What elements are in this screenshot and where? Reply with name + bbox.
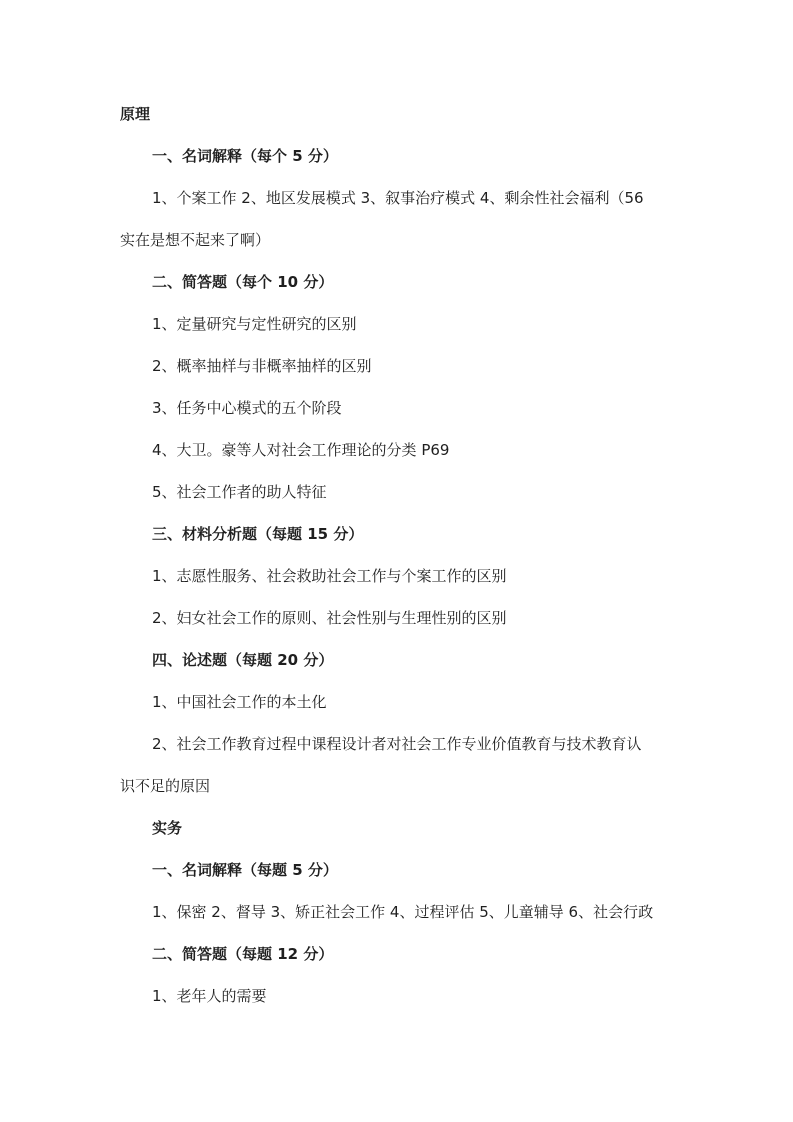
list-item: 5、社会工作者的助人特征 xyxy=(152,483,327,501)
list-item-continued: 识不足的原因 xyxy=(120,777,211,795)
section-title-practice: 实务 xyxy=(152,819,183,837)
list-item: 1、中国社会工作的本土化 xyxy=(152,693,327,711)
list-item: 1、老年人的需要 xyxy=(152,987,267,1005)
paragraph-line: 1、个案工作 2、地区发展模式 3、叙事治疗模式 4、剩余性社会福利（56 xyxy=(152,189,644,207)
paragraph-line: 1、保密 2、督导 3、矫正社会工作 4、过程评估 5、儿童辅导 6、社会行政 xyxy=(152,903,654,921)
document-body xyxy=(120,104,680,1006)
list-item: 4、大卫。豪等人对社会工作理论的分类 P69 xyxy=(152,441,450,459)
heading-material-analysis: 三、材料分析题（每题 15 分） xyxy=(152,525,364,543)
list-item: 2、妇女社会工作的原则、社会性别与生理性别的区别 xyxy=(152,609,507,627)
heading-term-explanation: 一、名词解释（每个 5 分） xyxy=(152,147,338,165)
heading-short-answer-practice: 二、简答题（每题 12 分） xyxy=(152,945,334,963)
list-item: 1、志愿性服务、社会救助社会工作与个案工作的区别 xyxy=(152,567,507,585)
list-item: 3、任务中心模式的五个阶段 xyxy=(152,399,342,417)
heading-essay: 四、论述题（每题 20 分） xyxy=(152,651,334,669)
heading-term-explanation-practice: 一、名词解释（每题 5 分） xyxy=(152,861,338,879)
list-item: 2、概率抽样与非概率抽样的区别 xyxy=(152,357,372,375)
list-item: 2、社会工作教育过程中课程设计者对社会工作专业价值教育与技术教育认 xyxy=(152,735,642,753)
heading-short-answer: 二、简答题（每个 10 分） xyxy=(152,273,334,291)
list-item: 1、定量研究与定性研究的区别 xyxy=(152,315,357,333)
paragraph-line-continued: 实在是想不起来了啊） xyxy=(120,231,271,249)
section-title-principles: 原理 xyxy=(120,105,151,123)
